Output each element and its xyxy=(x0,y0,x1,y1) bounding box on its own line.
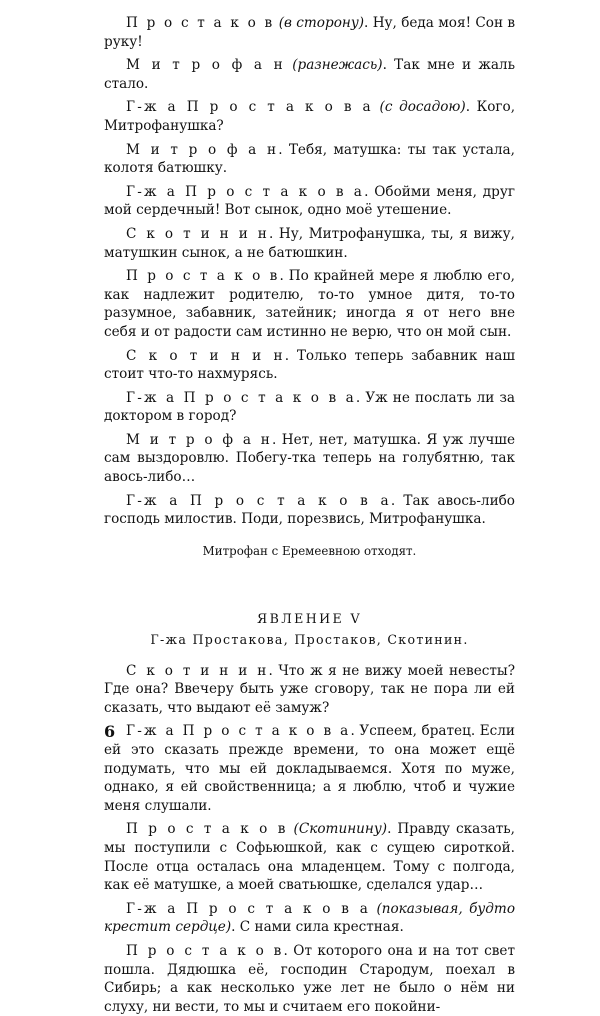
dialogue-line xyxy=(104,56,515,93)
speech-text: . С нами сила крестная. xyxy=(231,919,404,936)
dialogue-line xyxy=(104,141,515,178)
stage-remark: (с досадою) xyxy=(379,99,466,116)
dialogue-line xyxy=(104,389,515,426)
speaker-name: М и т р о ф а н xyxy=(126,431,273,448)
speaker-name: Г-ж а П р о с т а к о в а xyxy=(126,389,356,406)
speech-text: . Обойми меня, друг мой сердечный! Вот сынок, одно моё утешение. xyxy=(104,183,515,219)
stage-remark: (показывая, будто крестит сердце) xyxy=(104,900,515,936)
stage-remark: (Скотинину) xyxy=(293,821,388,838)
speaker-name: С к о т и н и н xyxy=(126,662,269,679)
dialogue-line xyxy=(104,900,515,937)
speech-text: . Что ж я не вижу моей невесты? Где она? Ввечеру быть уже сговору, так не пора ли ей сказать, что выдают её замуж? xyxy=(104,662,515,716)
dialogue-before-scene xyxy=(104,14,515,529)
dialogue-line xyxy=(104,820,515,894)
speaker-name: П р о с т а к о в xyxy=(126,942,284,959)
dialogue-line xyxy=(104,431,515,487)
dialogue-line xyxy=(104,267,515,341)
speech-text: . По крайней мере я люблю его, как надлежит родителю, то-то умное дитя, то-то разумное, забавник, затейник; иногда я от него вне себя и от радости сам истинно не верю, что он мой сын. xyxy=(104,268,515,340)
speaker-name: Г-ж а П р о с т а к о в а xyxy=(126,900,371,917)
play-text xyxy=(104,14,515,1016)
speech-text: . Кого, Митрофанушка? xyxy=(104,99,516,134)
dialogue-line xyxy=(104,347,515,384)
speech-text: . Тебя, матушка: ты так устала, колотя батюшку. xyxy=(104,141,515,177)
speech-text: . От которого она и на тот свет пошла. Дядюшка её, господин Стародум, поехал в Сибирь; а как несколько уже лет не было о нём ни слуху, ни вести, то мы и считаем его покойни- xyxy=(104,942,515,1015)
speaker-name: М и т р о ф а н xyxy=(126,141,279,158)
scene-title: ЯВЛЕНИЕ V xyxy=(257,611,362,627)
speaker-name: Г-ж а П р о с т а к о в а xyxy=(126,492,391,509)
dialogue-line xyxy=(104,183,515,220)
dialogue-line xyxy=(104,492,515,529)
dialogue-line xyxy=(104,98,515,135)
speech-text: . Ну, беда моя! Сон в руку! xyxy=(104,15,516,50)
speaker-name: С к о т и н и н xyxy=(126,347,285,364)
speech-text: . Правду сказать, мы поступили с Софьюшкой, как с сущею сироткой. После отца осталась она младенцем. Тому с полгода, как её матушке, а моей сватьюшке, сделался удар… xyxy=(104,821,516,894)
speech-text: . Ну, Митрофанушка, ты, я вижу, матушкин сынок, а не батюшкин. xyxy=(104,225,516,261)
dialogue-line xyxy=(104,14,515,51)
page-number: 6 xyxy=(104,722,116,741)
speaker-name: Г-ж а П р о с т а к о в а xyxy=(126,99,373,116)
dialogue-line xyxy=(104,722,515,815)
speech-text: . Уж не послать ли за доктором в город? xyxy=(104,389,515,425)
dialogue-line xyxy=(104,942,515,1016)
speaker-name: С к о т и н и н xyxy=(126,225,270,242)
speech-text: . Так мне и жаль стало. xyxy=(104,57,515,92)
speech-text: . Нет, нет, матушка. Я уж лучше сам выздоровлю. Побегу-тка теперь на голубятню, так авось-либо… xyxy=(104,431,515,486)
stage-remark: (разнежась) xyxy=(292,57,383,74)
speaker-name: М и т р о ф а н xyxy=(126,57,285,74)
stage-direction: Митрофан с Еремеевною отходят. xyxy=(202,543,417,558)
stage-remark: (в сторону) xyxy=(278,15,365,31)
scene-cast: Г-жа Простакова, Простаков, Скотинин. xyxy=(150,632,469,648)
speaker-name: П р о с т а к о в xyxy=(126,268,280,285)
dialogue-line xyxy=(104,225,515,262)
speech-text: . Только теперь забавник наш стоит что-то нахмурясь. xyxy=(104,347,515,383)
speech-text: . Так авось-либо господь милостив. Поди, порезвись, Митрофанушка. xyxy=(104,492,515,528)
speaker-name: Г-ж а П р о с т а к о в а xyxy=(126,723,351,740)
speaker-name: П р о с т а к о в xyxy=(126,821,288,838)
dialogue-after-scene xyxy=(104,662,515,1016)
speaker-name: Г-ж а П р о с т а к о в а xyxy=(126,183,365,200)
dialogue-line xyxy=(104,662,515,718)
speech-text: . Успеем, братец. Если ей это сказать прежде времени, то она может ещё подумать, что мы ей докладываемся. Хотя по муже, однако, я ей свойственница; а я люблю, чтоб и чужие меня слушали. xyxy=(104,723,515,814)
speaker-name: П р о с т а к о в xyxy=(126,15,275,31)
